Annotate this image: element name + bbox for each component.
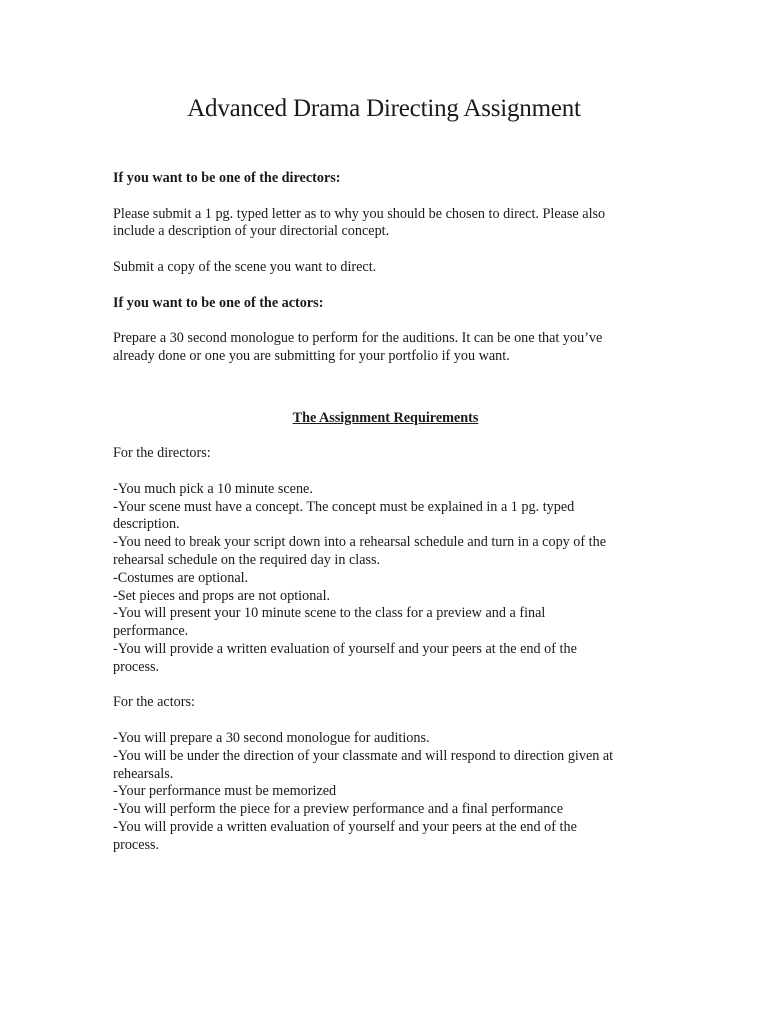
actor-requirement-line: rehearsals. [113, 765, 174, 782]
director-requirement-line: -Set pieces and props are not optional. [113, 587, 331, 604]
for-actors-label: For the actors: [113, 694, 195, 711]
actor-requirement-line: process. [113, 836, 160, 853]
actor-requirement-line: -Your performance must be memorized [113, 783, 337, 800]
actor-requirement-line: -You will prepare a 30 second monologue for auditions. [113, 729, 430, 746]
actor-requirement-line: -You will be under the direction of your classmate and will respond to direction given at [113, 747, 614, 764]
document-title: Advanced Drama Directing Assignment [187, 95, 581, 122]
actor-requirement-line: -You will provide a written evaluation of yourself and your peers at the end of the [113, 818, 577, 835]
directors-paragraph-line: Please submit a 1 pg. typed letter as to why you should be chosen to direct. Please also [113, 205, 606, 222]
directors-heading: If you want to be one of the directors: [113, 170, 341, 186]
directors-paragraph-submit: Submit a copy of the scene you want to direct. [113, 258, 377, 275]
for-directors-label: For the directors: [113, 445, 211, 462]
directors-paragraph-line: include a description of your directorial concept. [113, 223, 390, 240]
director-requirement-line: description. [113, 516, 180, 533]
director-requirement-line: performance. [113, 623, 189, 640]
actors-heading: If you want to be one of the actors: [113, 294, 324, 311]
director-requirement-line: -You need to break your script down into a rehearsal schedule and turn in a copy of the [113, 534, 607, 551]
director-requirement-line: -You will provide a written evaluation of yourself and your peers at the end of the [113, 640, 577, 657]
director-requirement-line: process. [113, 658, 160, 675]
director-requirement-line: -Costumes are optional. [113, 569, 249, 586]
director-requirement-line: -Your scene must have a concept. The concept must be explained in a 1 pg. typed [113, 498, 575, 515]
director-requirement-line: -You much pick a 10 minute scene. [113, 480, 313, 497]
director-requirement-line: rehearsal schedule on the required day in class. [113, 551, 381, 568]
document-body [113, 170, 658, 854]
director-requirement-line: -You will present your 10 minute scene to the class for a preview and a final [113, 605, 546, 622]
actors-paragraph-line: already done or one you are submitting for your portfolio if you want. [113, 347, 510, 364]
requirements-heading: The Assignment Requirements [292, 409, 479, 426]
actors-paragraph-line: Prepare a 30 second monologue to perform for the auditions. It can be one that you’ve [113, 330, 603, 347]
actor-requirement-line: -You will perform the piece for a preview performance and a final performance [113, 801, 563, 818]
